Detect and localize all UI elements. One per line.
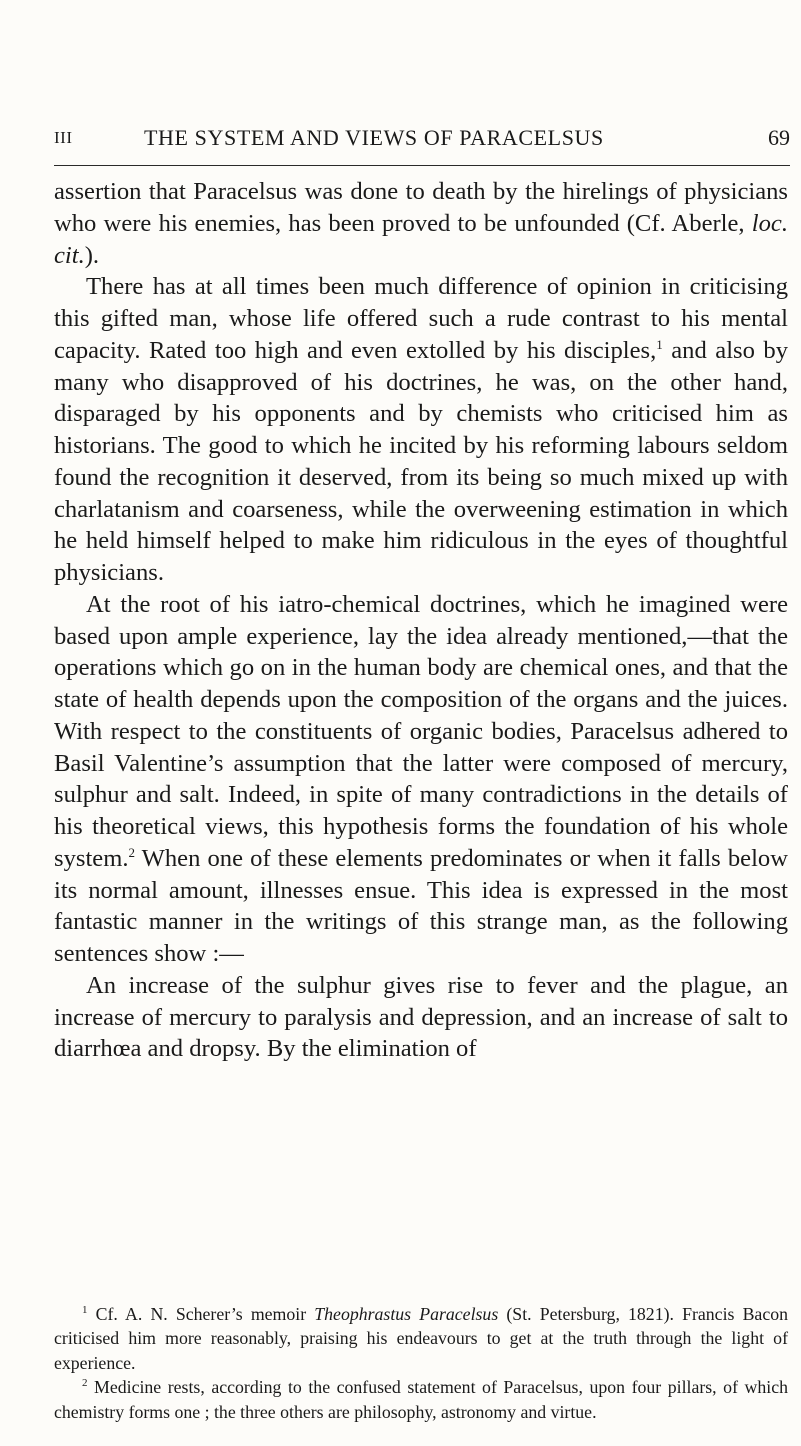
paragraph-1-text-a: assertion that Paracelsus was done to death by the hirelings of physicians who were his enemies, has been proved to be unfounded (Cf. Aberle, xyxy=(54,178,788,237)
footnote-ref-1: 1 xyxy=(656,336,663,352)
footnote-1-mark: 1 xyxy=(82,1304,88,1317)
running-title: THE SYSTEM AND VIEWS OF PARACELSUS xyxy=(144,125,604,150)
footnote-2-mark: 2 xyxy=(82,1377,88,1390)
paragraph-2-text-b: and also by many who disapproved of his doctrines, he was, on the other hand, disparaged by his opponents and by chemists who criticised him as historians. The good to which he incited by his reforming labours seldom found the recognition it deserved, from its being so much mixed up with charlatanism and coarseness, while the overweening estimation in which he held himself helped to make him ridiculous in the eyes of thoughtful physicians. xyxy=(54,336,788,586)
footnote-2 xyxy=(54,1375,788,1424)
chapter-number: III xyxy=(54,128,73,147)
footnote-1-text-a: Cf. A. N. Scherer’s memoir xyxy=(87,1304,315,1324)
footnote-2-text: Medicine rests, according to the confused statement of Paracelsus, upon four pillars, of which chemistry forms one ; the three others are philosophy, astronomy and virtue. xyxy=(54,1377,788,1422)
paragraph-1-italic: loc. cit. xyxy=(54,209,788,269)
paragraph-2 xyxy=(54,271,788,589)
page-number: 69 xyxy=(768,125,790,150)
footnote-1 xyxy=(54,1302,788,1375)
paragraph-1-text-b: ). xyxy=(84,241,100,269)
footnote-1-text-b: (St. Petersburg, 1821). Francis Bacon criticised him more reasonably, praising his endeavours to get at the truth through the light of experience. xyxy=(54,1304,788,1373)
footnotes xyxy=(54,1302,788,1424)
paragraph-3-text-b: When one of these elements predominates or when it falls below its normal amount, illnesses ensue. This idea is expressed in the most fantastic manner in the writings of this strange man, as the following sentences show :— xyxy=(54,844,788,967)
paragraph-3 xyxy=(54,589,788,970)
paragraph-4: An increase of the sulphur gives rise to fever and the plague, an increase of mercury to paralysis and depression, and an increase of salt to diarrhœa and dropsy. By the elimination of xyxy=(54,971,788,1063)
paragraph-1 xyxy=(54,176,788,271)
running-head xyxy=(54,125,790,166)
footnote-ref-2: 2 xyxy=(128,844,135,860)
paragraph-2-text-a: There has at all times been much difference of opinion in criticising this gifted man, whose life offered such a rude contrast to his mental capacity. Rated too high and even extolled by his disciples, xyxy=(54,273,788,364)
paragraph-3-text-a: At the root of his iatro-chemical doctrines, which he imagined were based upon ample experience, lay the idea already mentioned,—that the operations which go on in the human body are chemical ones, and that the state of health depends upon the composition of the organs and the juices. With respect to the constituents of organic bodies, Paracelsus adhered to Basil Valentine’s assumption that the latter were composed of mercury, sulphur and salt. Indeed, in spite of many contradictions in the details of his theoretical views, this hypothesis forms the foundation of his whole system. xyxy=(54,590,788,872)
footnote-1-italic: Theophrastus Paracelsus xyxy=(314,1304,499,1324)
body-text xyxy=(54,176,788,1065)
